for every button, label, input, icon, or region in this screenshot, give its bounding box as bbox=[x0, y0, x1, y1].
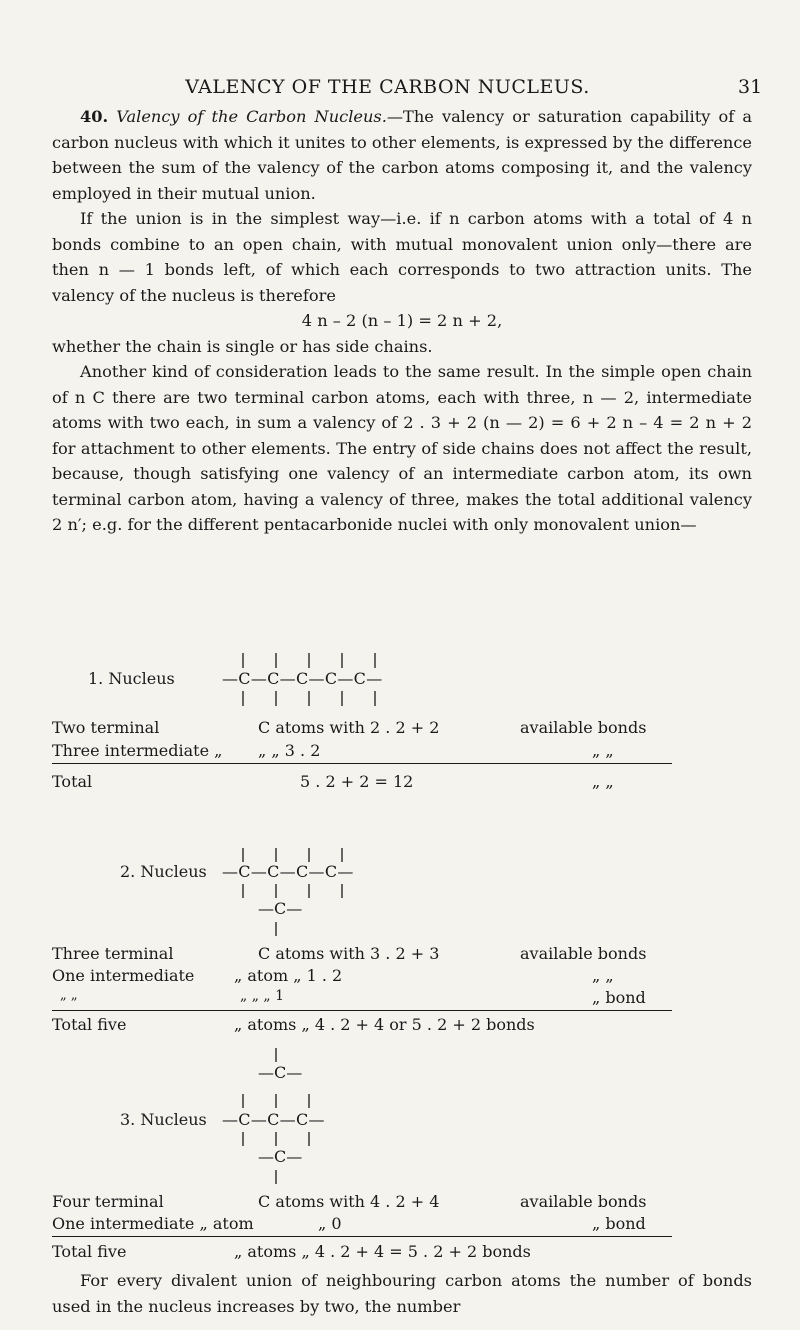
sum-rule bbox=[52, 1236, 672, 1237]
section-number: 40. bbox=[80, 107, 109, 126]
closing-text bbox=[52, 1268, 752, 1319]
n2-row-3-c2: „ „ „ 1 bbox=[240, 988, 285, 1004]
n2-row-1-c1: Three terminal bbox=[52, 944, 174, 963]
sum-rule bbox=[52, 1010, 672, 1011]
n2-row-2-c2: „ atom „ 1 . 2 bbox=[234, 966, 343, 985]
n1-row-1-c2: C atoms with 2 . 2 + 2 bbox=[258, 718, 440, 737]
nucleus-2-label: 2. Nucleus bbox=[120, 862, 207, 881]
page-number: 31 bbox=[738, 76, 763, 98]
n2-row-2-c3: „ „ bbox=[592, 966, 614, 985]
n2-row-1-c2: C atoms with 3 . 2 + 3 bbox=[258, 944, 440, 963]
n3-total-c1: Total five bbox=[52, 1242, 127, 1261]
n2-row-1-c3: available bonds bbox=[520, 944, 647, 963]
n1-total-c3: „ „ bbox=[592, 772, 614, 791]
n3-row-1-c2: C atoms with 4 . 2 + 4 bbox=[258, 1192, 440, 1211]
paragraph-4: Another kind of consideration leads to the same result. In the simple open chain of n C there are two terminal carbon atoms, each with three, n — 2, intermediate atoms with two each, in sum a valency of 2 . 3 + 2 (n — 2) = 6 + 2 n – 4 = 2 n + 2 for attachment to other elements. The entry of side chains does not affect the result, because, though satisfying one valency of an intermediate carbon atom, its own terminal carbon atom, having a valency of three, makes the total additional valency 2 n′; e.g. for the different pentacarbonide nuclei with only monovalent union— bbox=[52, 362, 752, 534]
paragraph-1-text: —The valency or saturation capability of a carbon nucleus with which it unites to other elements, is expressed by the difference between the sum of the valency of the carbon atoms composing it, and the valency employed in their mutual union. bbox=[52, 107, 752, 203]
nucleus-1-chain: —C—C—C—C—C— bbox=[222, 669, 383, 688]
section-title: Valency of the Carbon Nucleus. bbox=[116, 107, 387, 126]
nucleus-2-branch: —C— bbox=[258, 899, 303, 918]
n1-row-1-c1: Two terminal bbox=[52, 718, 160, 737]
nucleus-3-chain: —C—C—C— bbox=[222, 1110, 325, 1129]
n2-row-2-c1: One intermediate bbox=[52, 966, 195, 985]
n2-total-c2: „ atoms „ 4 . 2 + 4 or 5 . 2 + 2 bonds bbox=[234, 1015, 535, 1034]
n1-row-2-c1: Three intermediate „ bbox=[52, 741, 223, 760]
n1-row-2-c2: „ „ 3 . 2 bbox=[258, 741, 321, 760]
n2-row-3-c1: „ „ bbox=[60, 988, 78, 1003]
nucleus-1-label: 1. Nucleus bbox=[88, 669, 175, 688]
nucleus-3-label: 3. Nucleus bbox=[120, 1110, 207, 1129]
sum-rule bbox=[52, 763, 672, 764]
n1-row-1-c3: available bonds bbox=[520, 718, 647, 737]
nucleus-3-branch-top: —C— bbox=[258, 1063, 303, 1082]
n2-total-c1: Total five bbox=[52, 1015, 127, 1034]
nucleus-3-branch-bottom: —C— bbox=[258, 1147, 303, 1166]
n3-row-2-c3: „ bond bbox=[592, 1214, 646, 1233]
n3-row-2-c2: „ 0 bbox=[318, 1214, 342, 1233]
n1-total-c1: Total bbox=[52, 772, 93, 791]
paragraph-3: whether the chain is single or has side chains. bbox=[52, 336, 433, 356]
n3-row-1-c1: Four terminal bbox=[52, 1192, 164, 1211]
n1-row-2-c3: „ „ bbox=[592, 741, 614, 760]
n1-total-c2: 5 . 2 + 2 = 12 bbox=[300, 772, 414, 791]
running-title: VALENCY OF THE CARBON NUCLEUS. bbox=[185, 76, 590, 98]
valency-equation: 4 n – 2 (n – 1) = 2 n + 2, bbox=[301, 311, 503, 330]
closing-paragraph: For every divalent union of neighbouring carbon atoms the number of bonds used in the nucleus increases by two, the number bbox=[52, 1271, 752, 1316]
n3-total-c2: „ atoms „ 4 . 2 + 4 = 5 . 2 + 2 bonds bbox=[234, 1242, 531, 1261]
n2-row-3-c3: „ bond bbox=[592, 988, 646, 1007]
nucleus-2-chain: —C—C—C—C— bbox=[222, 862, 354, 881]
paragraph-2: If the union is in the simplest way—i.e. if n carbon atoms with a total of 4 n bonds combine to an open chain, with mutual monovalent union only—there are then n — 1 bonds left, of which each corresponds to two attraction units. The valency of the nucleus is therefore bbox=[52, 209, 752, 305]
n3-row-2-c1: One intermediate „ atom bbox=[52, 1214, 254, 1233]
n3-row-1-c3: available bonds bbox=[520, 1192, 647, 1211]
